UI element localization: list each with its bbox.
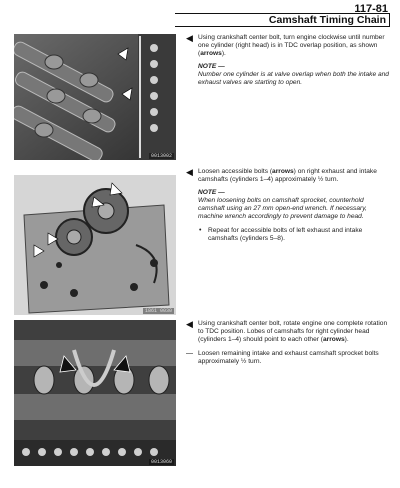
step-2 — [186, 168, 391, 243]
step-arrow-icon: ◀ — [186, 167, 193, 177]
sprocket-bolts-illustration — [14, 175, 176, 315]
bullet-item: • Repeat for accessible bolts of left exhaust and intake camshafts (cylinders 5–8). — [199, 227, 363, 242]
bullet-dot-icon: • — [199, 227, 202, 234]
page-number: 117-81 — [354, 3, 388, 15]
camshaft-overlap-illustration — [14, 34, 176, 160]
section-title: Camshaft Timing Chain — [268, 14, 386, 26]
note-label: NOTE — — [198, 63, 225, 70]
step-3 — [186, 320, 391, 366]
note-text: Number one cylinder is at valve overlap when both the intake and exhaust valves are starting to open. — [198, 71, 389, 86]
step-arrow-icon: ◀ — [186, 319, 193, 329]
step-1 — [186, 34, 391, 87]
photo-code: 0013060 — [150, 459, 172, 465]
step-2-instruction: ◀ Loosen accessible bolts (arrows) on right exhaust and intake camshafts (cylinders 1–4) approximately ½ turn. — [186, 167, 377, 183]
engine-photo-sprocket-bolts — [14, 175, 176, 315]
engine-photo-camshafts — [14, 34, 176, 160]
step-1-instruction: ◀ Using crankshaft center bolt, turn engine clockwise until number one cylinder (right head) is in TDC overlap position, as shown (arrows). — [186, 33, 385, 57]
step-arrow-icon: ◀ — [186, 33, 193, 43]
photo-code: 1861 0030 — [144, 308, 172, 314]
note-label: NOTE — — [198, 189, 225, 196]
step-3-instruction: ◀ Using crankshaft center bolt, rotate engine one complete rotation to TDC position. Lobes of camshafts for right cylinder head (cylinders 1–4) should point to each other (arrows). — [186, 319, 388, 343]
cam-lobes-illustration — [14, 320, 176, 466]
note-text: When loosening bolts on camshaft sprocket, counterhold camshaft using an 27 mm open-end wrench. If necessary, machine wrench accordingly to prevent damage to head. — [198, 197, 367, 220]
dash-icon: — — [186, 350, 193, 357]
engine-photo-cam-lobes — [14, 320, 176, 466]
photo-code: 0013002 — [150, 153, 172, 159]
step-3-substep: — Loosen remaining intake and exhaust camshaft sprocket bolts approximately ½ turn. — [186, 350, 379, 365]
